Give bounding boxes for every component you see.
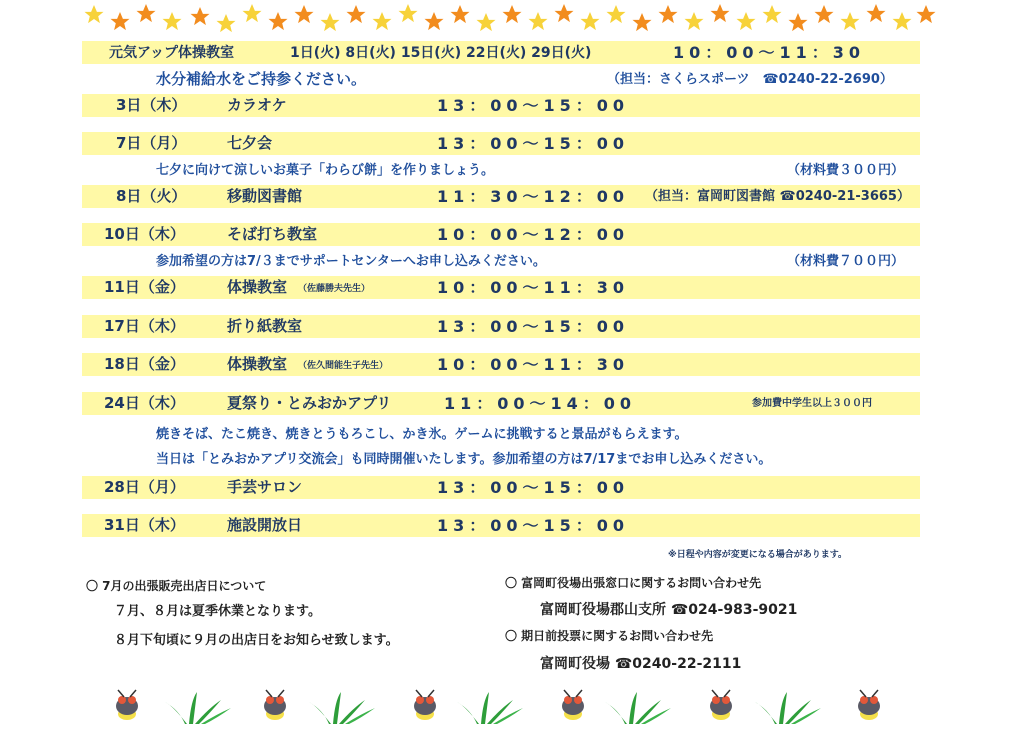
- event-date: 11日（金）: [104, 278, 185, 296]
- event-name: 体操教室: [227, 355, 288, 373]
- contact-heading: 〇 期日前投票に関するお問い合わせ先: [505, 629, 714, 643]
- firefly-grass-border: [95, 684, 925, 728]
- event-note: 七夕に向けて涼しいお菓子「わらび餅」を作りましょう。: [156, 163, 495, 178]
- event-date: 31日（木）: [104, 516, 185, 534]
- event-name: 体操教室: [227, 278, 288, 296]
- event-name: カラオケ: [227, 96, 287, 114]
- sales-heading: 〇 7月の出張販売出店日について: [86, 579, 267, 593]
- event-note: 水分補給水をご持参ください。: [156, 70, 367, 88]
- grass-icon: [309, 692, 375, 724]
- event-time: 11：30～12：00: [437, 187, 630, 206]
- event-time: 13：00～15：00: [437, 96, 630, 115]
- event-name: そば打ち教室: [227, 225, 318, 243]
- event-date: 7日（月）: [116, 134, 187, 152]
- event-teacher: （佐藤勝夫先生）: [298, 284, 371, 294]
- star-icon: [85, 4, 936, 32]
- event-date: 24日（木）: [104, 394, 185, 412]
- sales-line1: ７月、８月は夏季休業となります。: [114, 604, 321, 619]
- firefly-icon: [858, 690, 880, 720]
- event-time: 10：00～11：30: [437, 355, 630, 374]
- event-fee: （材料費７００円）: [787, 254, 905, 269]
- event-date: 28日（月）: [104, 478, 185, 496]
- event-time: 13：00～15：00: [437, 317, 630, 336]
- event-dates: 1日(火) 8日(火) 15日(火) 22日(火) 29日(火): [290, 45, 592, 61]
- contact-line: 富岡町役場郡山支所 ☎024-983-9021: [540, 602, 798, 618]
- contact-heading: 〇 富岡町役場出張窓口に関するお問い合わせ先: [505, 576, 762, 590]
- grass-icon: [755, 692, 821, 724]
- event-time: 13：00～15：00: [437, 134, 630, 153]
- event-date: 10日（木）: [104, 225, 185, 243]
- event-name: 移動図書館: [227, 187, 303, 205]
- grass-icon: [165, 692, 231, 724]
- sales-line2: ８月下旬頃に９月の出店日をお知らせ致します。: [114, 633, 399, 648]
- event-name: 手芸サロン: [227, 478, 303, 496]
- event-contact: （担当：富岡町図書館 ☎0240-21-3665）: [645, 189, 910, 204]
- event-name: 折り紙教室: [227, 317, 303, 335]
- event-note: 当日は「とみおかアプリ交流会」も同時開催いたします。参加希望の方は7/17までお申し込みください。: [156, 452, 772, 467]
- event-note: 参加希望の方は7/３までサポートセンターへお申し込みください。: [156, 254, 546, 269]
- event-fee: （材料費３００円）: [787, 163, 905, 178]
- event-time: 13：00～15：00: [437, 478, 630, 497]
- event-time: 10：00～11：30: [673, 43, 866, 62]
- star-border: [80, 0, 940, 34]
- event-date: 18日（金）: [104, 355, 185, 373]
- grass-icon: [605, 692, 671, 724]
- event-time: 10：00～12：00: [437, 225, 630, 244]
- event-date: 3日（木）: [116, 96, 187, 114]
- firefly-icon: [414, 690, 436, 720]
- disclaimer: ※日程や内容が変更になる場合があります。: [668, 550, 848, 560]
- event-name: 施設開放日: [227, 516, 303, 534]
- firefly-icon: [710, 690, 732, 720]
- contact-line: 富岡町役場 ☎0240-22-2111: [540, 656, 742, 672]
- event-contact: （担当：さくらスポーツ ☎0240-22-2690）: [607, 72, 893, 87]
- firefly-icon: [116, 690, 138, 720]
- event-name: 夏祭り・とみおかアプリ: [227, 394, 392, 412]
- event-note: 焼きそば、たこ焼き、焼きとうもろこし、かき氷。ゲームに挑戦すると景品がもらえます。: [156, 427, 688, 442]
- event-time: 10：00～11：30: [437, 278, 630, 297]
- event-date: 8日（火）: [116, 187, 187, 205]
- event-teacher: （佐久間能生子先生）: [298, 361, 389, 371]
- event-title: 元気アップ体操教室: [109, 45, 235, 61]
- firefly-icon: [264, 690, 286, 720]
- grass-icon: [457, 692, 523, 724]
- event-fee: 参加費中学生以上３００円: [752, 398, 872, 409]
- event-name: 七夕会: [227, 134, 273, 152]
- event-time: 13：00～15：00: [437, 516, 630, 535]
- event-time: 11：00～14：00: [444, 394, 637, 413]
- event-date: 17日（木）: [104, 317, 185, 335]
- firefly-icon: [562, 690, 584, 720]
